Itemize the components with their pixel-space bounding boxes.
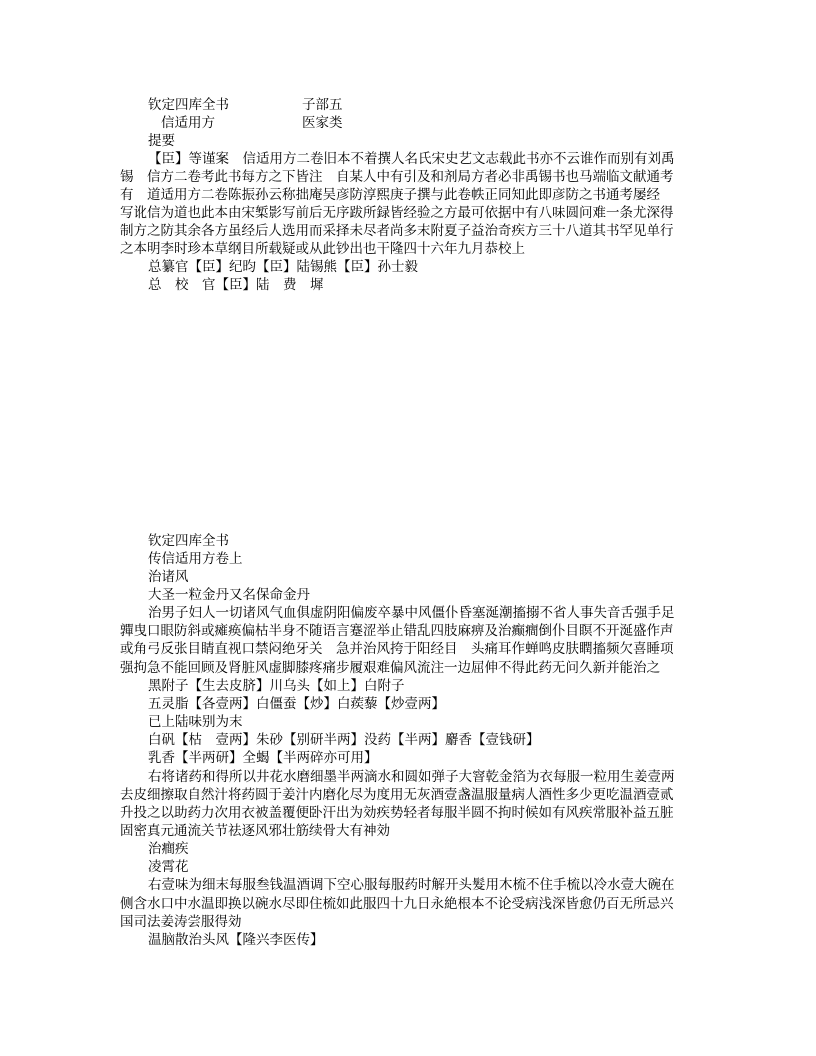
body-line: 固密真元通流关节祛逐风邪壮筋续骨大有神効 xyxy=(120,822,390,839)
category-label: 医家类 xyxy=(302,115,343,131)
abstract-heading: 提要 xyxy=(148,133,175,149)
volume-title: 传信适用方卷上 xyxy=(148,551,243,567)
body-line: 去皮细擦取自然汁将药圆于姜汁内磨化尽为度用无灰酒壹盏温服量病人酒性多少更吃温酒壹贰 xyxy=(120,786,674,803)
body-line: 国司法姜涛尝服得効 xyxy=(120,913,242,930)
section-label: 子部五 xyxy=(302,97,343,113)
body-book-title: 钦定四库全书 xyxy=(148,533,229,549)
abstract-line: 制方之防其余各方虽经后人选用而采择未尽者尚多末附夏子益治奇疾方三十八道其书罕见单行 xyxy=(120,223,674,239)
chapter-heading: 治诸风 xyxy=(148,569,189,585)
abstract-line: 写讹信为道也此本由宋椠影写前后无序跋所録皆经验之方最可依据中有八味圆问难一条尤深得 xyxy=(120,205,674,221)
body-line: 大圣一粒金丹又名保命金丹 xyxy=(148,587,310,603)
body-line: 升投之以助药力次用衣被盖覆便卧汗出为効疾势轻者每服半圆不拘时候如有风疾常服补益五脏 xyxy=(120,804,674,821)
body-line: 嚲曳口眼防斜或瘫痪偏枯半身不随语言蹇涩举止错乱四肢麻痹及治癫癎倒仆目瞑不开涎盛作声 xyxy=(120,623,674,640)
body-line: 已上陆味别为末 xyxy=(148,714,243,731)
book-title: 钦定四库全书 xyxy=(148,97,229,113)
body-line: 右将诸药和得所以井花水磨细墨半两滴水和圆如弹子大窨乾金箔为衣每服一粒用生姜壹两 xyxy=(148,768,675,785)
abstract-line: 【臣】等谨案 信适用方二卷旧本不着撰人名氏宋史艺文志载此书亦不云谁作而别有刘禹 xyxy=(148,151,675,167)
body-line: 温脑散治头风【隆兴李医传】 xyxy=(148,931,324,948)
body-line: 强拘急不能回顾及肾脏风虚脚膝疼痛步履艰难偏风流注一边屈伸不得此药无问久新并能治之 xyxy=(120,659,660,676)
body-line: 治癎疾 xyxy=(148,841,189,858)
proofreader-line: 总 校 官【臣】陆 费 墀 xyxy=(148,277,324,293)
abstract-line: 有 道适用方二卷陈振孙云称拙庵吴彦防淳熙庚子撰与此卷帙正同知此即彦防之书通考屡经 xyxy=(120,187,660,203)
body-line: 凌霄花 xyxy=(148,859,189,876)
abstract-line: 之本明李时珍本草纲目所载疑或从此钞出也干隆四十六年九月恭校上 xyxy=(120,241,525,257)
abstract-line: 锡 信方二卷考此书每方之下皆注 自某人中有引及和剂局方者必非禹锡书也马端临文献通考 xyxy=(120,169,674,185)
body-line: 右壹味为细末每服叁钱温酒调下空心服每服药时解开头髮用木梳不住手梳以冷水壹大碗在 xyxy=(148,877,675,894)
body-line: 治男子妇人一切诸风气血俱虚阴阳偏废卒暴中风僵仆昏塞涎潮搐搦不省人事失音舌强手足 xyxy=(148,605,675,622)
body-line: 侧含水口中水温即换以碗水尽即住梳如此服四十九日永絶根本不论受病浅深皆愈仍百无所忌兴 xyxy=(120,895,674,912)
body-line: 白矾【枯 壹两】朱砂【别研半两】没药【半两】麝香【壹钱研】 xyxy=(148,732,540,749)
body-line: 黑附子【生去皮脐】川乌头【如上】白附子 xyxy=(148,677,405,694)
body-line: 或角弓反张目睛直视口禁闷绝牙关 急并治风挎于阳经目 头痛耳作蝉鸣皮肤瞤搐频欠喜睡项 xyxy=(120,641,674,658)
compilers-line: 总纂官【臣】纪昀【臣】陆锡熊【臣】孙士毅 xyxy=(148,259,418,275)
work-title: 信适用方 xyxy=(161,115,215,131)
body-line: 五灵脂【各壹两】白僵蚕【炒】白蒺藜【炒壹两】 xyxy=(148,695,445,712)
body-line: 乳香【半两研】全蝎【半两碎亦可用】 xyxy=(148,750,378,767)
